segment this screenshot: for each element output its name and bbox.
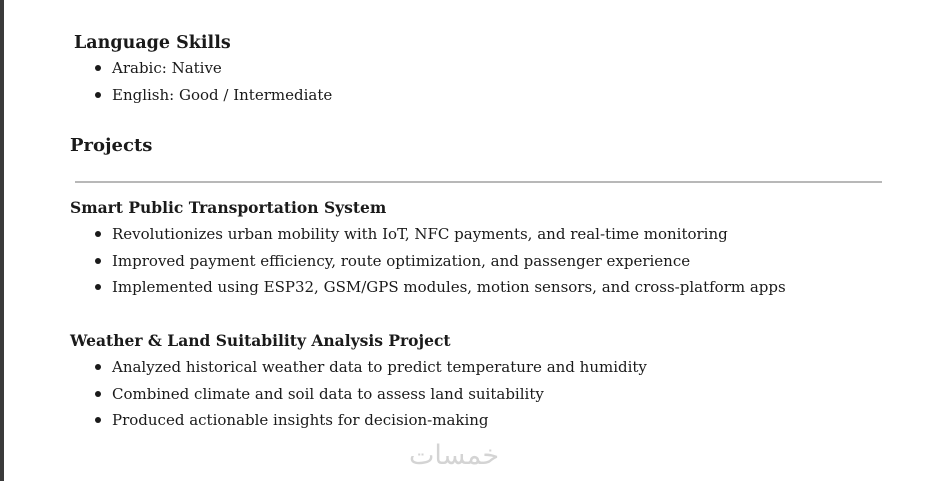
project-transportation-bullets	[0, 224, 786, 304]
project-bullet: Analyzed historical weather data to predict temperature and humidity	[0, 357, 647, 377]
project-title-transportation: Smart Public Transportation System	[70, 198, 387, 217]
project-bullet: Implemented using ESP32, GSM/GPS modules, motion sensors, and cross-platform apps	[0, 277, 786, 297]
project-title-weather: Weather & Land Suitability Analysis Project	[70, 331, 451, 350]
projects-heading: Projects	[70, 135, 153, 156]
language-item-arabic: Arabic: Native	[0, 58, 332, 78]
project-bullet: Produced actionable insights for decision-making	[0, 410, 647, 430]
language-item-english: English: Good / Intermediate	[0, 85, 332, 105]
project-bullet: Revolutionizes urban mobility with IoT, NFC payments, and real-time monitoring	[0, 224, 786, 244]
project-bullet: Improved payment efficiency, route optimization, and passenger experience	[0, 251, 786, 271]
project-bullet: Combined climate and soil data to assess land suitability	[0, 384, 647, 404]
language-skills-list	[0, 58, 332, 111]
section-divider	[75, 181, 882, 183]
language-skills-heading: Language Skills	[74, 33, 231, 53]
project-weather-bullets	[0, 357, 647, 437]
watermark-logo: خمسات	[409, 440, 500, 471]
